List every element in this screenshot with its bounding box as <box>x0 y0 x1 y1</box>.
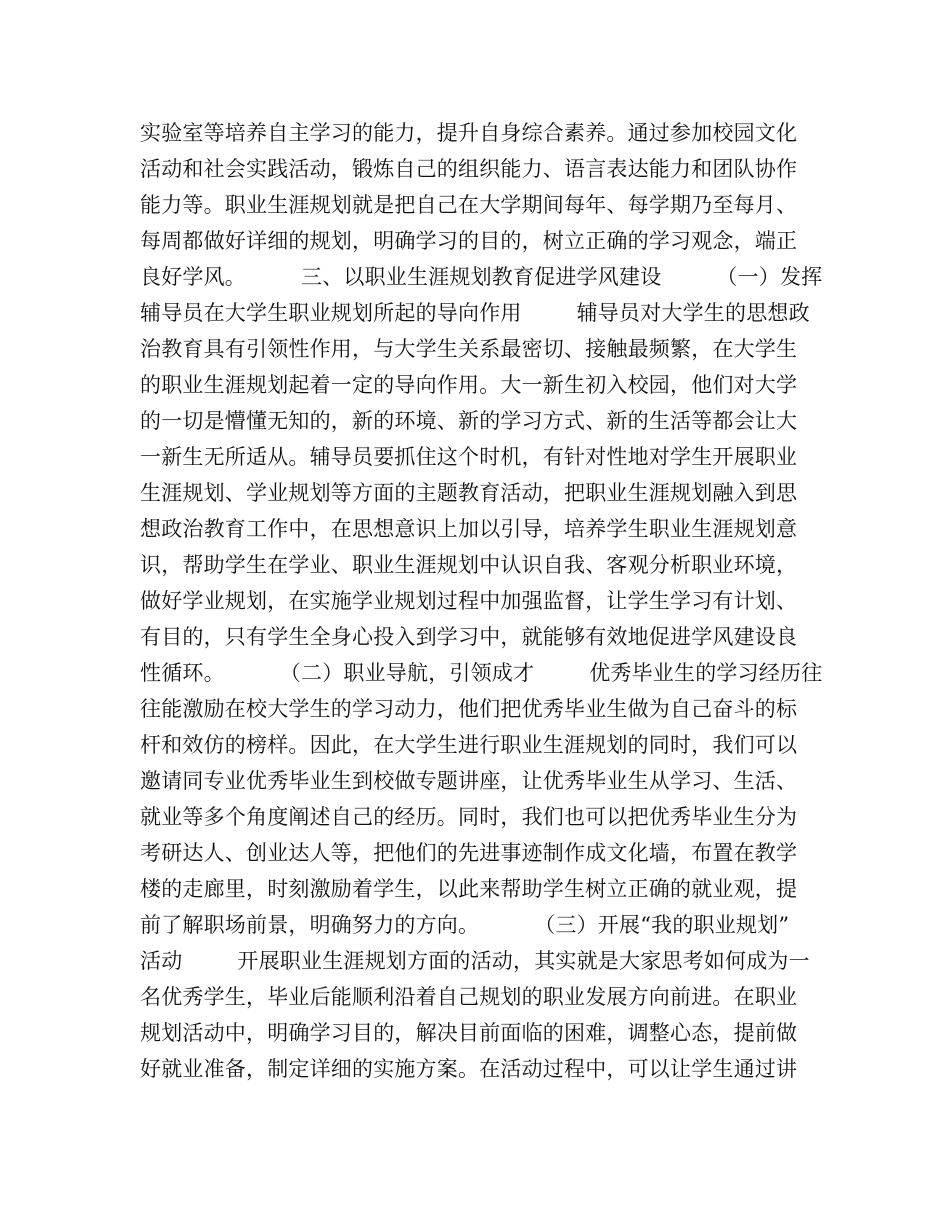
text-line: 想政治教育工作中，在思想意识上加以引导，培养学生职业生涯规划意 <box>140 517 798 541</box>
text-line: 前了解职场前景，明确努力的方向。 （三）开展“我的职业规划” <box>140 913 790 937</box>
text-line: 邀请同专业优秀毕业生到校做专题讲座，让优秀毕业生从学习、生活、 <box>140 769 798 793</box>
text-line: 有目的，只有学生全身心投入到学习中，就能够有效地促进学风建设良 <box>140 625 798 649</box>
text-line: 治教育具有引领性作用，与大学生关系最密切、接触最频繁，在大学生 <box>140 337 798 361</box>
text-line: 生涯规划、学业规划等方面的主题教育活动，把职业生涯规划融入到思 <box>140 481 798 505</box>
text-line: 就业等多个角度阐述自己的经历。同时，我们也可以把优秀毕业生分为 <box>140 805 798 829</box>
text-line: 杆和效仿的榜样。因此，在大学生进行职业生涯规划的同时，我们可以 <box>140 733 798 757</box>
text-line: 活动和社会实践活动，锻炼自己的组织能力、语言表达能力和团队协作 <box>140 157 798 181</box>
text-line: 的一切是懵懂无知的，新的环境、新的学习方式、新的生活等都会让大 <box>140 409 798 433</box>
text-line: 活动 开展职业生涯规划方面的活动，其实就是大家思考如何成为一 <box>140 949 810 973</box>
text-line: 良好学风。 三、以职业生涯规划教育促进学风建设 （一）发挥 <box>140 265 823 289</box>
body-text <box>140 115 823 1087</box>
text-line: 辅导员在大学生职业规划所起的导向作用 辅导员对大学生的思想政 <box>140 301 810 325</box>
text-line: 实验室等培养自主学习的能力，提升自身综合素养。通过参加校园文化 <box>140 121 798 145</box>
text-line: 名优秀学生，毕业后能顺利沿着自己规划的职业发展方向前进。在职业 <box>140 985 798 1009</box>
text-line: 楼的走廊里，时刻激励着学生，以此来帮助学生树立正确的就业观，提 <box>140 877 798 901</box>
text-line: 规划活动中，明确学习目的，解决目前面临的困难，调整心态，提前做 <box>140 1021 798 1045</box>
text-line: 一新生无所适从。辅导员要抓住这个时机，有针对性地对学生开展职业 <box>140 445 798 469</box>
text-line: 做好学业规划，在实施学业规划过程中加强监督，让学生学习有计划、 <box>140 589 798 613</box>
text-line: 能力等。职业生涯规划就是把自己在大学期间每年、每学期乃至每月、 <box>140 193 798 217</box>
text-line: 识，帮助学生在学业、职业生涯规划中认识自我、客观分析职业环境， <box>140 553 798 577</box>
text-line: 的职业生涯规划起着一定的导向作用。大一新生初入校园，他们对大学 <box>140 373 798 397</box>
text-line: 每周都做好详细的规划，明确学习的目的，树立正确的学习观念，端正 <box>140 229 798 253</box>
text-line: 往能激励在校大学生的学习动力，他们把优秀毕业生做为自己奋斗的标 <box>140 697 798 721</box>
text-line: 考研达人、创业达人等，把他们的先进事迹制作成文化墙，布置在教学 <box>140 841 798 865</box>
text-line: 好就业准备，制定详细的实施方案。在活动过程中，可以让学生通过讲 <box>140 1057 798 1081</box>
text-line: 性循环。 （二）职业导航，引领成才 优秀毕业生的学习经历往 <box>140 661 823 685</box>
